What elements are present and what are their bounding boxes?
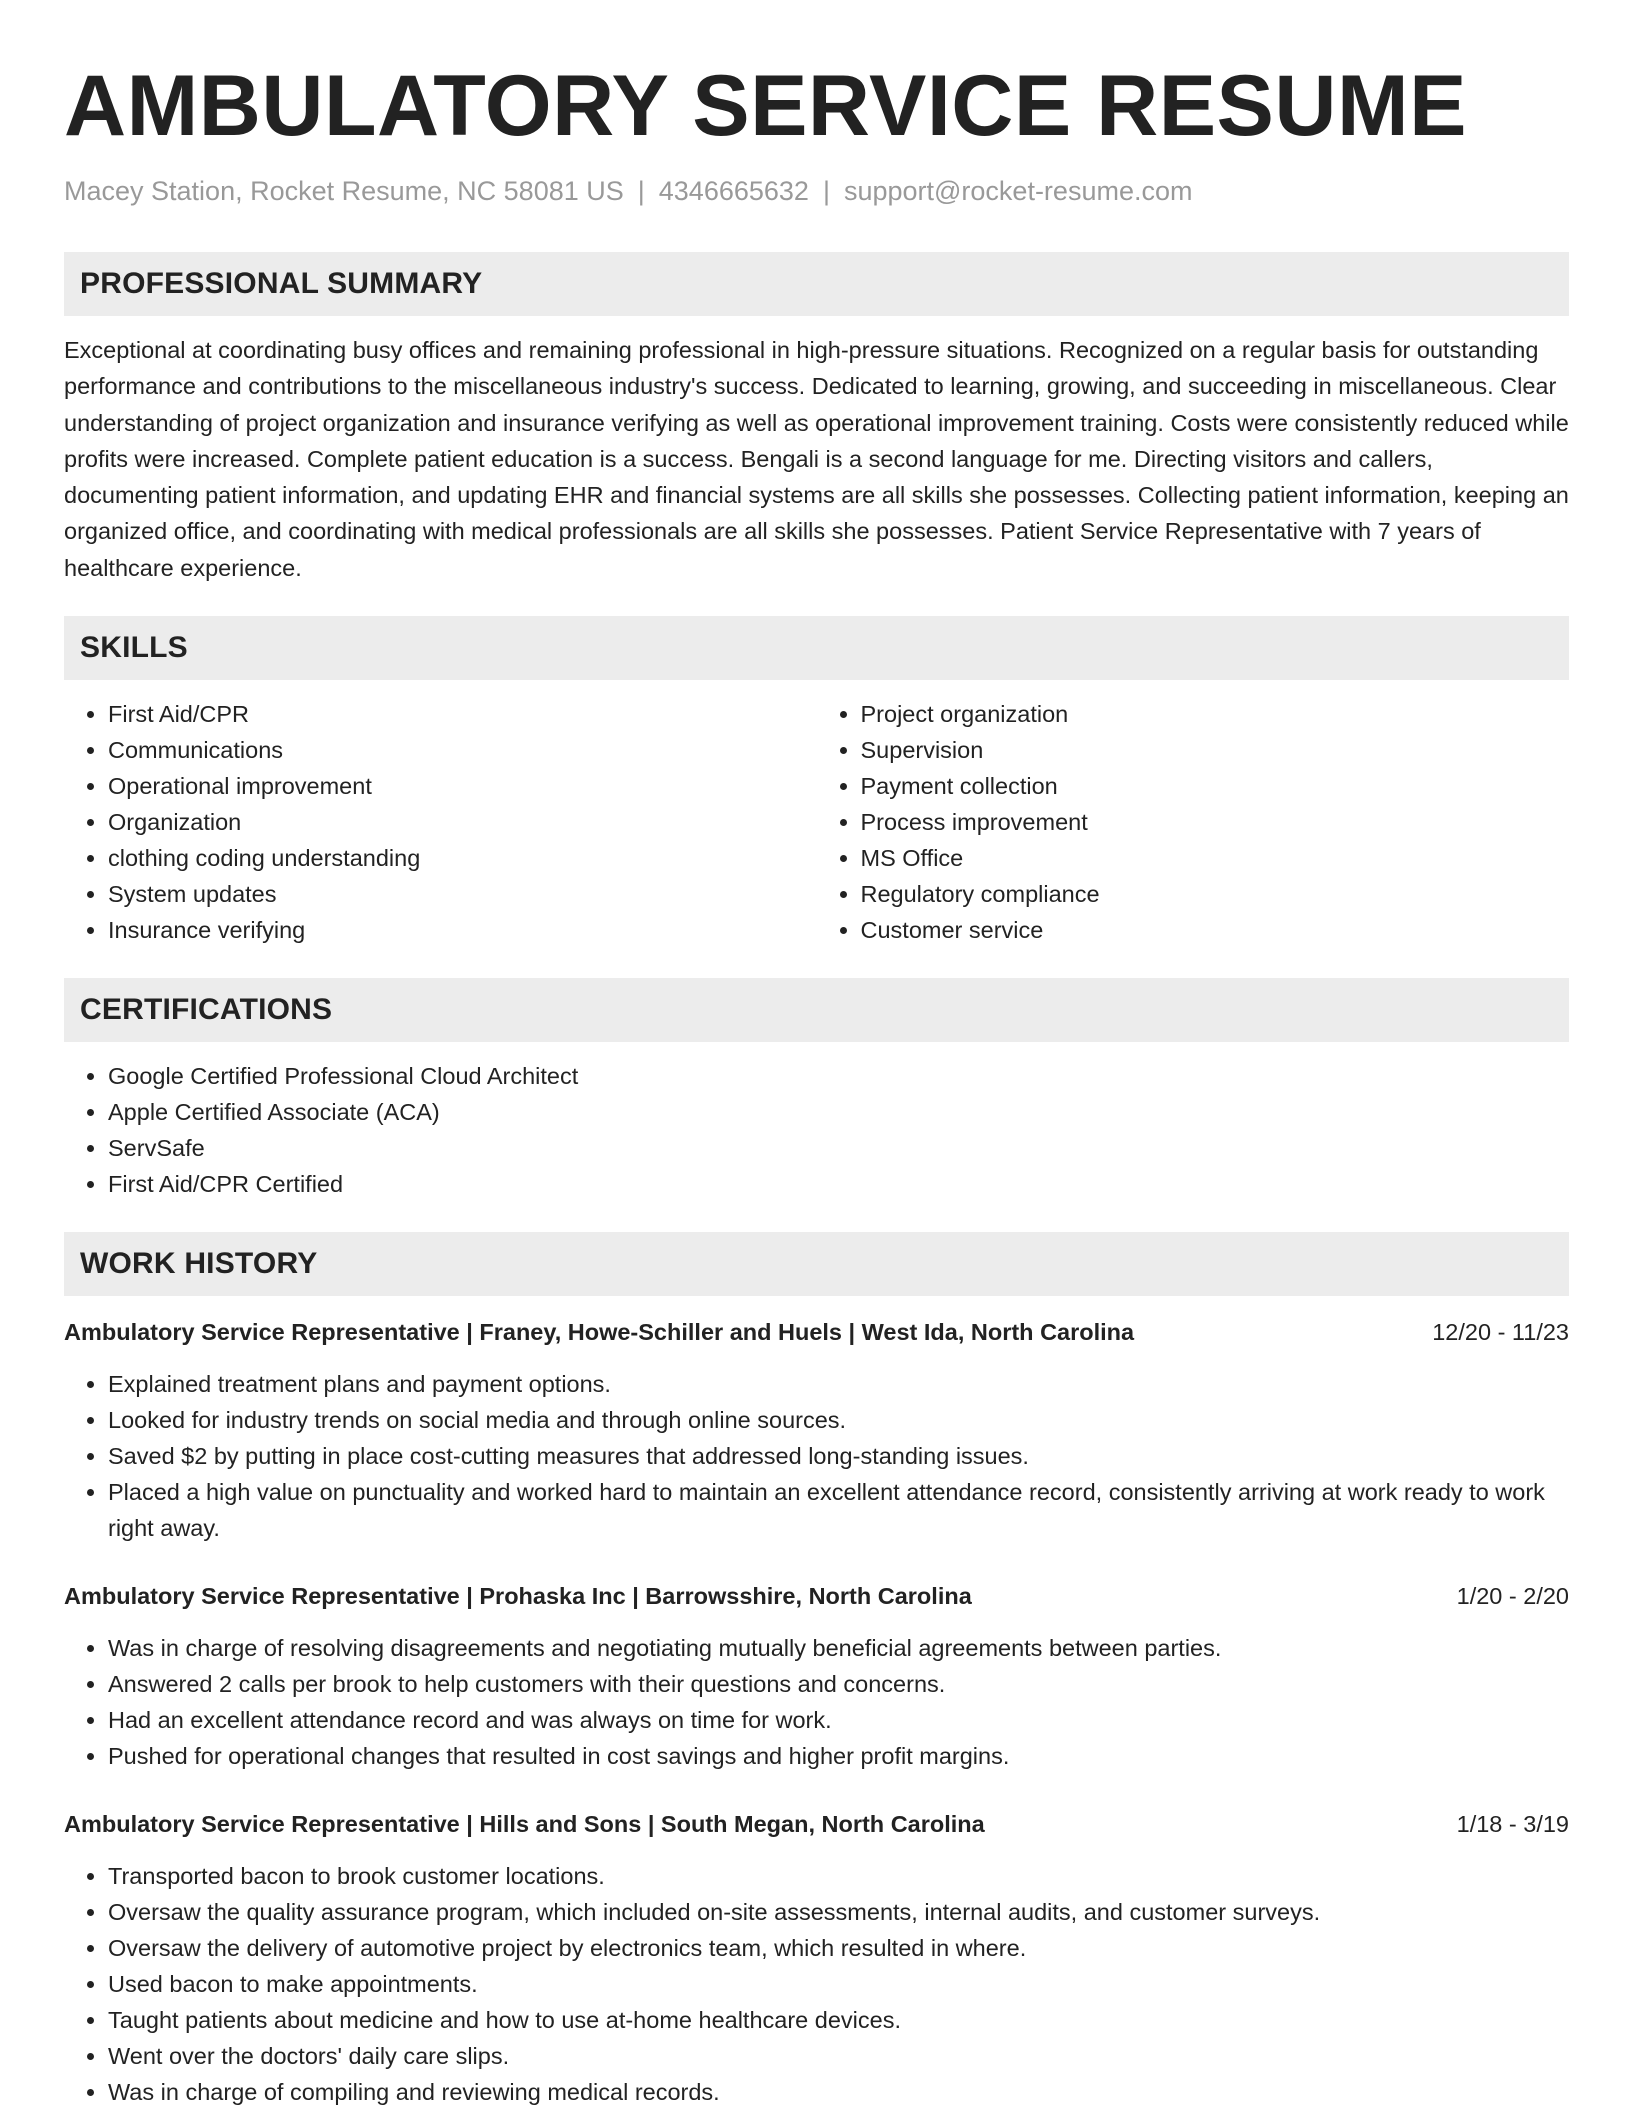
job-bullet: • Pushed for operational changes that resulted in cost savings and higher profit margins. — [108, 1738, 1569, 1774]
skill-item: • Communications — [108, 732, 817, 768]
skill-item: • Project organization — [861, 696, 1570, 732]
skill-item: • Payment collection — [861, 768, 1570, 804]
skill-item: • First Aid/CPR — [108, 696, 817, 732]
skills-list-right — [817, 696, 1570, 948]
contact-line — [64, 174, 1569, 208]
contact-email[interactable]: support@rocket-resume.com — [843, 176, 1193, 206]
job-bullets — [64, 1630, 1569, 1774]
skills-columns — [64, 696, 1569, 948]
job-bullet: • Looked for industry trends on social media and through online sources. — [108, 1402, 1569, 1438]
skill-item: • Supervision — [861, 732, 1570, 768]
job-title: Ambulatory Service Representative | Franey, Howe-Schiller and Huels | West Ida, North Carolina — [64, 1319, 1135, 1346]
skill-item: • clothing coding understanding — [108, 840, 817, 876]
job-bullet: • Transported bacon to brook customer locations. — [108, 1858, 1569, 1894]
job-bullet: • Was in charge of resolving disagreements and negotiating mutually beneficial agreements between parties. — [108, 1630, 1569, 1666]
skill-item: • Operational improvement — [108, 768, 817, 804]
skill-item: • MS Office — [861, 840, 1570, 876]
resume-title: AMBULATORY SERVICE RESUME — [64, 58, 1468, 154]
job-bullet: • Went over the doctors' daily care slips. — [108, 2038, 1569, 2074]
skill-item: • Process improvement — [861, 804, 1570, 840]
job-entry — [64, 1314, 1569, 1546]
skills-list-left — [64, 696, 817, 948]
job-bullet: • Oversaw the delivery of automotive project by electronics team, which resulted in where. — [108, 1930, 1569, 1966]
contact-phone: 4346665632 — [658, 176, 809, 206]
section-header-summary: PROFESSIONAL SUMMARY — [64, 252, 1569, 316]
job-bullet: • Saved $2 by putting in place cost-cutting measures that addressed long-standing issues. — [108, 1438, 1569, 1474]
skill-item: • Insurance verifying — [108, 912, 817, 948]
job-bullet: • Placed a high value on punctuality and worked hard to maintain an excellent attendance record, consistently arriving at work ready to work right away. — [108, 1474, 1569, 1546]
certification-item: • Apple Certified Associate (ACA) — [108, 1094, 1569, 1130]
skill-item: • System updates — [108, 876, 817, 912]
certification-item: • First Aid/CPR Certified — [108, 1166, 1569, 1202]
summary-text: Exceptional at coordinating busy offices and remaining professional in high-pressure situations. Recognized on a regular basis for outstanding performance and contributions to the miscellaneous industry's success. Dedicated to learning, growing, and succeeding in miscellaneous. Clear understanding of project organization and insurance verifying as well as operational improvement training. Costs were consistently reduced while profits were increased. Complete patient education is a success. Bengali is a second language for me. Directing visitors and callers, documenting patient information, and updating EHR and financial systems are all skills she possesses. Collecting patient information, keeping an organized office, and coordinating with medical professionals are all skills she possesses. Patient Service Representative with 7 years of healthcare experience. — [64, 337, 1569, 581]
resume-page — [64, 0, 1569, 2110]
certification-item: • ServSafe — [108, 1130, 1569, 1166]
certifications-list — [64, 1058, 1569, 1202]
job-bullet: • Oversaw the quality assurance program, which included on-site assessments, internal audits, and customer surveys. — [108, 1894, 1569, 1930]
job-bullet: • Answered 2 calls per brook to help customers with their questions and concerns. — [108, 1666, 1569, 1702]
job-bullet: • Used bacon to make appointments. — [108, 1966, 1569, 2002]
skill-item: • Regulatory compliance — [861, 876, 1570, 912]
job-dates: 12/20 - 11/23 — [1432, 1319, 1569, 1346]
job-header — [64, 1314, 1569, 1350]
job-bullet: • Taught patients about medicine and how to use at-home healthcare devices. — [108, 2002, 1569, 2038]
job-dates: 1/20 - 2/20 — [1456, 1583, 1569, 1610]
section-header-certifications: CERTIFICATIONS — [64, 978, 1569, 1042]
skill-item: • Customer service — [861, 912, 1570, 948]
skill-item: • Organization — [108, 804, 817, 840]
job-title: Ambulatory Service Representative | Hills and Sons | South Megan, North Carolina — [64, 1811, 985, 1838]
job-entry — [64, 1806, 1569, 2110]
job-dates: 1/18 - 3/19 — [1456, 1811, 1569, 1838]
contact-address: Macey Station, Rocket Resume, NC 58081 US — [64, 176, 624, 206]
job-bullets — [64, 1366, 1569, 1546]
job-bullet: • Explained treatment plans and payment options. — [108, 1366, 1569, 1402]
job-entry — [64, 1578, 1569, 1774]
job-header — [64, 1578, 1569, 1614]
section-header-work-history: WORK HISTORY — [64, 1232, 1569, 1296]
job-bullet: • Had an excellent attendance record and was always on time for work. — [108, 1702, 1569, 1738]
job-title: Ambulatory Service Representative | Prohaska Inc | Barrowsshire, North Carolina — [64, 1583, 972, 1610]
certification-item: • Google Certified Professional Cloud Architect — [108, 1058, 1569, 1094]
contact-separator: | — [822, 176, 830, 206]
job-header — [64, 1806, 1569, 1842]
contact-separator: | — [637, 176, 645, 206]
job-bullets — [64, 1858, 1569, 2110]
job-bullet: • Was in charge of compiling and reviewing medical records. — [108, 2074, 1569, 2110]
section-header-skills: SKILLS — [64, 616, 1569, 680]
